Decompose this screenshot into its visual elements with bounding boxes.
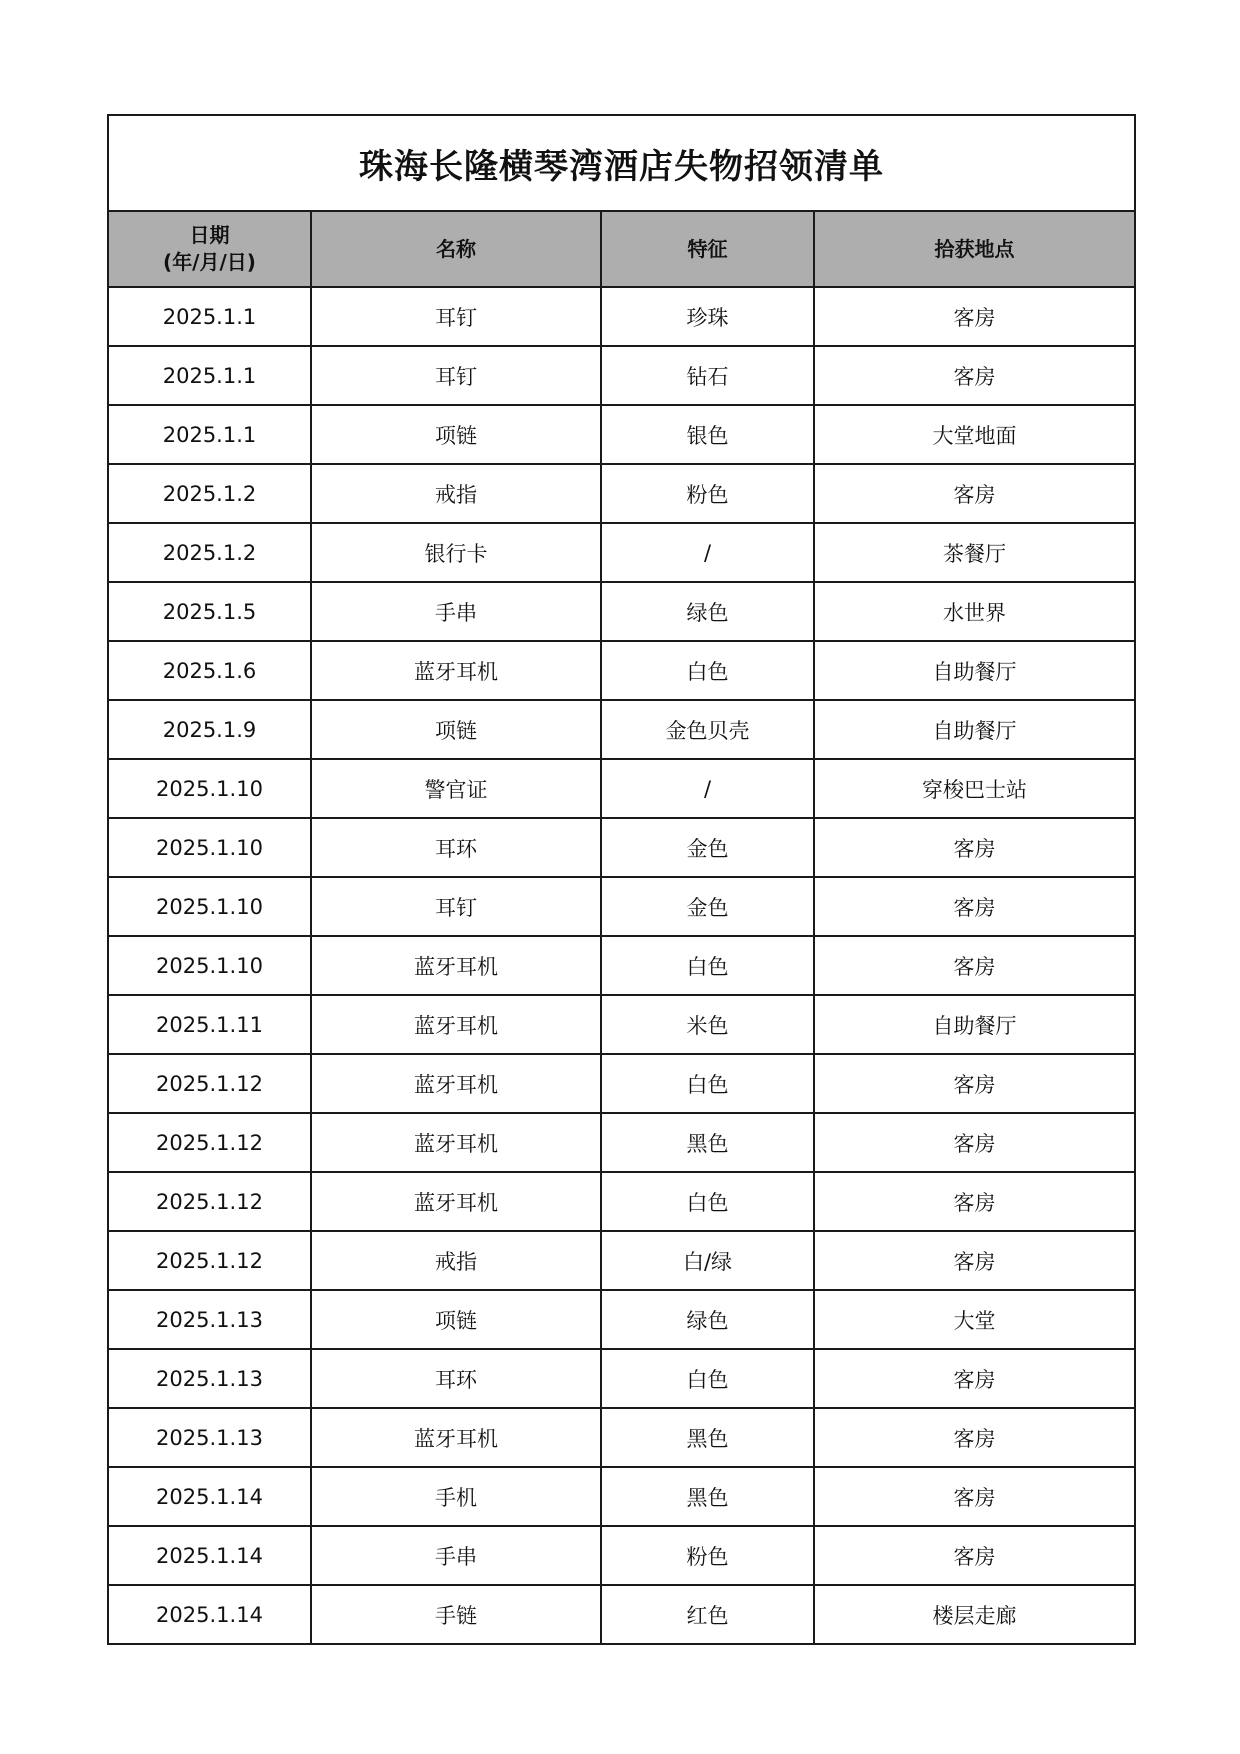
cell-name: 蓝牙耳机	[311, 1054, 601, 1113]
table-row	[108, 759, 1135, 818]
cell-location: 客房	[814, 1231, 1135, 1290]
lost-and-found-table	[107, 114, 1136, 1645]
table-row	[108, 1054, 1135, 1113]
cell-date: 2025.1.12	[108, 1113, 311, 1172]
table-row	[108, 641, 1135, 700]
cell-feature: 黑色	[601, 1467, 814, 1526]
cell-location: 客房	[814, 1408, 1135, 1467]
cell-date: 2025.1.14	[108, 1467, 311, 1526]
cell-feature: 米色	[601, 995, 814, 1054]
cell-location: 自助餐厅	[814, 700, 1135, 759]
page-title: 珠海长隆横琴湾酒店失物招领清单	[108, 115, 1135, 211]
column-header-name: 名称	[311, 211, 601, 287]
cell-location: 客房	[814, 287, 1135, 346]
cell-feature: 粉色	[601, 1526, 814, 1585]
lost-and-found-sheet	[107, 114, 1134, 1645]
cell-date: 2025.1.1	[108, 287, 311, 346]
cell-name: 戒指	[311, 1231, 601, 1290]
cell-location: 大堂	[814, 1290, 1135, 1349]
cell-feature: 钻石	[601, 346, 814, 405]
cell-date: 2025.1.12	[108, 1172, 311, 1231]
table-row	[108, 1290, 1135, 1349]
cell-name: 蓝牙耳机	[311, 995, 601, 1054]
cell-date: 2025.1.13	[108, 1290, 311, 1349]
title-row	[108, 115, 1135, 211]
cell-name: 项链	[311, 700, 601, 759]
table-row	[108, 936, 1135, 995]
cell-location: 客房	[814, 1113, 1135, 1172]
cell-date: 2025.1.9	[108, 700, 311, 759]
table-row	[108, 523, 1135, 582]
cell-date: 2025.1.12	[108, 1231, 311, 1290]
cell-location: 客房	[814, 818, 1135, 877]
table-row	[108, 1113, 1135, 1172]
table-row	[108, 287, 1135, 346]
cell-date: 2025.1.13	[108, 1349, 311, 1408]
cell-location: 茶餐厅	[814, 523, 1135, 582]
cell-name: 项链	[311, 1290, 601, 1349]
column-header-feature: 特征	[601, 211, 814, 287]
table-row	[108, 1467, 1135, 1526]
cell-date: 2025.1.13	[108, 1408, 311, 1467]
cell-name: 蓝牙耳机	[311, 1113, 601, 1172]
cell-feature: 红色	[601, 1585, 814, 1644]
table-row	[108, 1585, 1135, 1644]
cell-name: 蓝牙耳机	[311, 936, 601, 995]
cell-date: 2025.1.10	[108, 759, 311, 818]
cell-date: 2025.1.1	[108, 405, 311, 464]
cell-name: 手链	[311, 1585, 601, 1644]
table-row	[108, 1231, 1135, 1290]
cell-feature: 金色	[601, 877, 814, 936]
table-row	[108, 877, 1135, 936]
column-header-date-line1: 日期	[189, 223, 230, 247]
cell-location: 水世界	[814, 582, 1135, 641]
cell-date: 2025.1.12	[108, 1054, 311, 1113]
cell-date: 2025.1.2	[108, 523, 311, 582]
column-header-date-line2: (年/月/日)	[163, 250, 256, 274]
cell-feature: 银色	[601, 405, 814, 464]
cell-name: 银行卡	[311, 523, 601, 582]
table-row	[108, 1408, 1135, 1467]
table-row	[108, 405, 1135, 464]
cell-feature: 白色	[601, 936, 814, 995]
cell-location: 客房	[814, 1526, 1135, 1585]
table-row	[108, 346, 1135, 405]
cell-feature: 白色	[601, 1054, 814, 1113]
cell-location: 客房	[814, 1467, 1135, 1526]
cell-location: 客房	[814, 346, 1135, 405]
cell-location: 客房	[814, 1054, 1135, 1113]
cell-location: 自助餐厅	[814, 641, 1135, 700]
table-row	[108, 464, 1135, 523]
cell-feature: /	[601, 523, 814, 582]
cell-feature: 金色贝壳	[601, 700, 814, 759]
cell-location: 客房	[814, 1172, 1135, 1231]
cell-date: 2025.1.14	[108, 1585, 311, 1644]
cell-name: 手机	[311, 1467, 601, 1526]
cell-name: 蓝牙耳机	[311, 1408, 601, 1467]
cell-location: 客房	[814, 936, 1135, 995]
cell-feature: 粉色	[601, 464, 814, 523]
cell-location: 穿梭巴士站	[814, 759, 1135, 818]
cell-name: 手串	[311, 1526, 601, 1585]
table-row	[108, 1526, 1135, 1585]
cell-date: 2025.1.11	[108, 995, 311, 1054]
cell-feature: 白/绿	[601, 1231, 814, 1290]
cell-feature: 白色	[601, 1172, 814, 1231]
cell-name: 警官证	[311, 759, 601, 818]
cell-feature: 白色	[601, 1349, 814, 1408]
cell-name: 耳环	[311, 1349, 601, 1408]
cell-feature: 绿色	[601, 582, 814, 641]
cell-feature: 黑色	[601, 1408, 814, 1467]
cell-feature: 白色	[601, 641, 814, 700]
cell-feature: 绿色	[601, 1290, 814, 1349]
cell-name: 蓝牙耳机	[311, 1172, 601, 1231]
cell-date: 2025.1.10	[108, 818, 311, 877]
column-header-location: 拾获地点	[814, 211, 1135, 287]
cell-feature: /	[601, 759, 814, 818]
cell-name: 耳环	[311, 818, 601, 877]
table-row	[108, 700, 1135, 759]
cell-location: 楼层走廊	[814, 1585, 1135, 1644]
cell-location: 客房	[814, 1349, 1135, 1408]
cell-location: 大堂地面	[814, 405, 1135, 464]
column-header-date	[108, 211, 311, 287]
cell-name: 耳钉	[311, 346, 601, 405]
cell-location: 客房	[814, 464, 1135, 523]
cell-date: 2025.1.10	[108, 877, 311, 936]
cell-location: 自助餐厅	[814, 995, 1135, 1054]
cell-date: 2025.1.2	[108, 464, 311, 523]
cell-name: 项链	[311, 405, 601, 464]
cell-name: 蓝牙耳机	[311, 641, 601, 700]
cell-name: 手串	[311, 582, 601, 641]
cell-feature: 金色	[601, 818, 814, 877]
cell-date: 2025.1.14	[108, 1526, 311, 1585]
cell-location: 客房	[814, 877, 1135, 936]
table-row	[108, 818, 1135, 877]
cell-feature: 黑色	[601, 1113, 814, 1172]
table-row	[108, 582, 1135, 641]
cell-date: 2025.1.10	[108, 936, 311, 995]
table-row	[108, 1172, 1135, 1231]
table-row	[108, 1349, 1135, 1408]
cell-date: 2025.1.5	[108, 582, 311, 641]
cell-name: 戒指	[311, 464, 601, 523]
cell-name: 耳钉	[311, 877, 601, 936]
cell-name: 耳钉	[311, 287, 601, 346]
table-row	[108, 995, 1135, 1054]
header-row	[108, 211, 1135, 287]
cell-date: 2025.1.1	[108, 346, 311, 405]
cell-date: 2025.1.6	[108, 641, 311, 700]
cell-feature: 珍珠	[601, 287, 814, 346]
